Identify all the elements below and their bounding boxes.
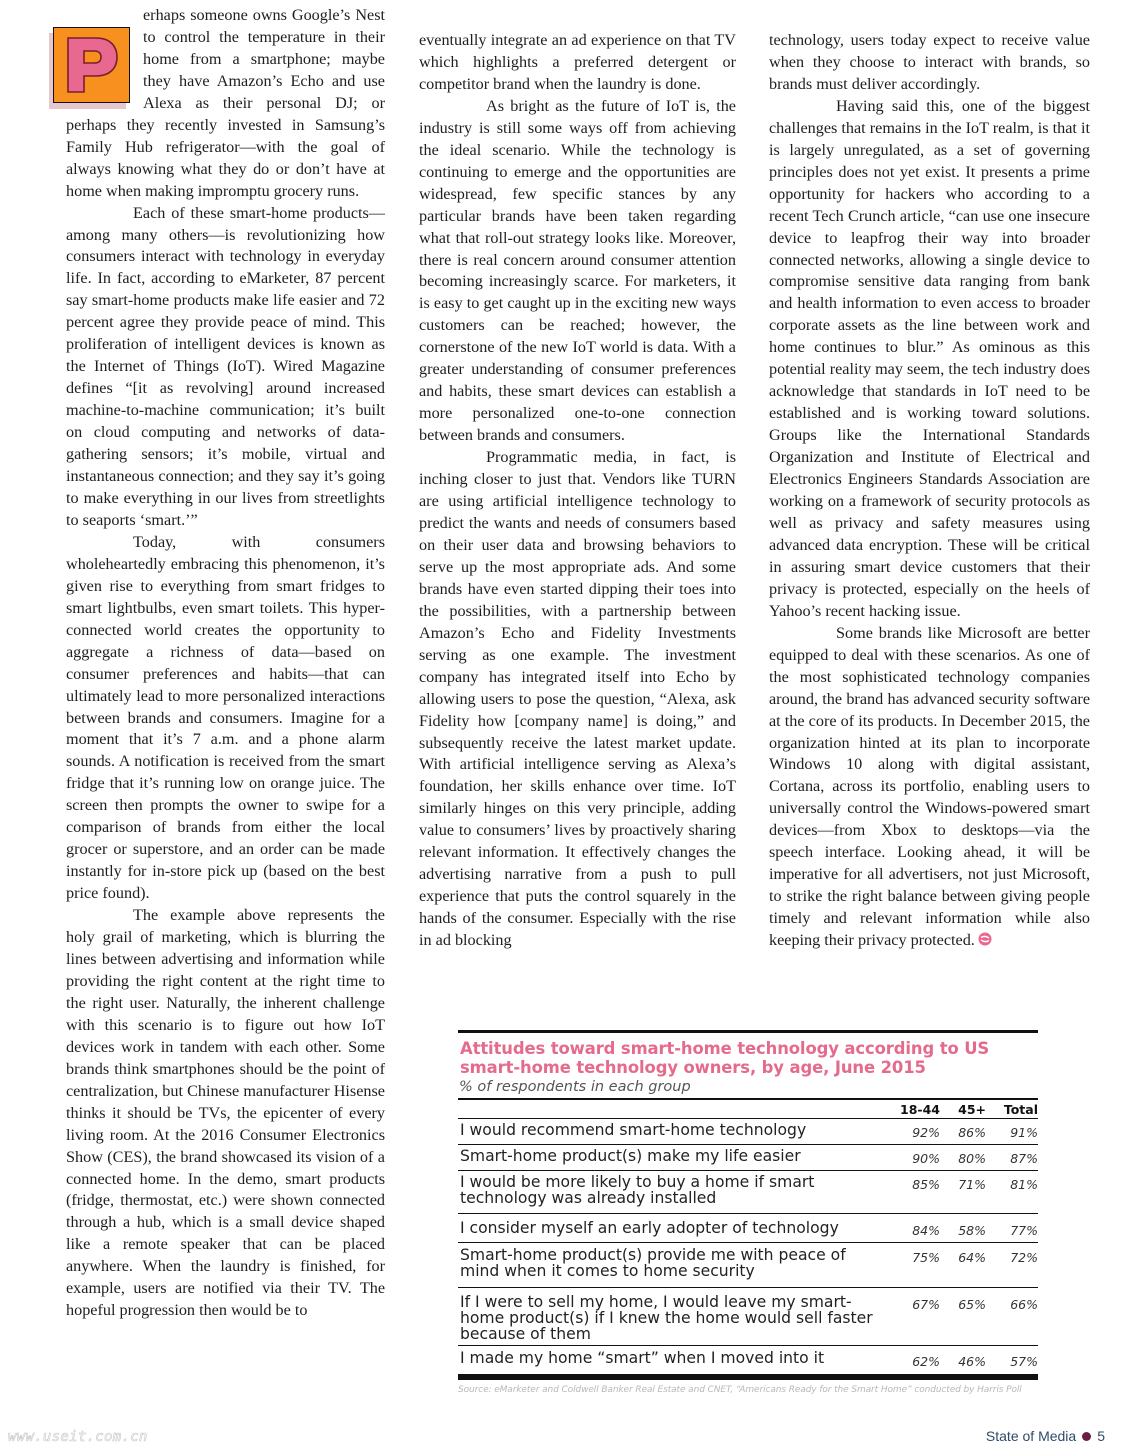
column-header-45-plus: 45+ — [940, 1100, 986, 1119]
column-header-18-44: 18-44 — [878, 1100, 940, 1119]
row-label: I would be more likely to buy a home if smart technology was already installed — [458, 1171, 878, 1214]
table-row — [458, 1243, 1038, 1288]
paragraph: erhaps someone owns Google’s Nest to control the temperature in their home from a smartphone; maybe they have Amazon’s Echo and use Alexa as their personal DJ; or perhaps they recently invested in Samsung’s Family Hub refrigerator—with the goal of always knowing what they do or don’t have at home when making impromptu grocery runs. — [66, 5, 385, 203]
data-table-figure — [458, 1030, 1038, 1395]
page-footer — [986, 1428, 1105, 1444]
cell-45-plus: 86% — [940, 1119, 986, 1145]
paragraph: As bright as the future of IoT is, the industry is still some ways off from achieving the ideal scenario. While the technology is continuing to emerge and the opportunities are widespread, few specific stances by any particular brands have been taken regarding what that roll-out strategy looks like. Moreover, there is real concern around consumer attention becoming increasingly scarce. For marketers, it is easy to get caught up in the exciting new ways customers can be reached; however, the cornerstone of the new IoT world is data. With a greater understanding of consumer preferences and habits, these smart devices can establish a more personalized one-to-one connection between brands and consumers. — [419, 96, 736, 445]
drop-cap — [53, 27, 135, 113]
table-row — [458, 1214, 1038, 1243]
drop-cap-letter-p-icon — [62, 34, 122, 96]
cell-18-44: 92% — [878, 1119, 940, 1145]
table-header-row — [458, 1100, 1038, 1119]
cell-18-44: 62% — [912, 1354, 940, 1369]
table-row — [458, 1119, 1038, 1145]
cell-total: 66% — [986, 1288, 1038, 1346]
row-label: Smart-home product(s) provide me with peace of mind when it comes to home security — [458, 1243, 878, 1288]
paragraph: eventually integrate an ad experience on that TV which highlights a preferred detergent or competitor brand when the laundry is done. — [419, 31, 736, 93]
cell-18-44: 67% — [878, 1288, 940, 1346]
paragraph: The example above represents the holy grail of marketing, which is blurring the lines between advertising and information while providing the right content at the right time to the right user. Naturally, the inherent challenge with this scenario is to figure out how IoT devices work in tandem with each other. Some brands think smartphones should be the point of centralization, but Chinese manufacturer Hisense thinks it should be TVs, the epicenter of every living room. At the 2016 Consumer Electronics Show (CES), the brand showcased its vision of a connected home. In the demo, smart products (fridge, thermostat, etc.) were shown connected through a hub, which is a small device shaped like a remote speaker that can be placed anywhere. When the laundry is finished, for example, users are notified via their TV. The hopeful progression then would be to — [66, 906, 385, 1320]
table-row — [458, 1145, 1038, 1171]
cell-45-plus: 71% — [940, 1171, 986, 1214]
article-column-1 — [66, 5, 385, 1322]
table-title: Attitudes toward smart-home technology according to US smart-home technology owners, by age, June 2015 — [460, 1039, 990, 1077]
cell-total: 57% — [1010, 1354, 1038, 1369]
table-source-note: Source: eMarketer and Coldwell Banker Real Estate and CNET, “Americans Ready for the Smart Home” conducted by Harris Poll — [458, 1385, 1022, 1395]
end-of-article-mark-icon — [978, 932, 992, 946]
cell-45-plus: 46% — [958, 1354, 986, 1369]
paragraph: Each of these smart-home products—among many others—is revolutionizing how consumers interact with technology in everyday life. In fact, according to eMarketer, 87 percent say smart-home products make life easier and 72 percent agree they provide peace of mind. This proliferation of intelligent devices is known as the Internet of Things (IoT). Wired Magazine defines “[it as revolving] around increased machine-to-machine communication; it’s built on cloud computing and networks of data-gathering sensors; it’s mobile, virtual and instantaneous connection; and they say it’s going to make everything in our lives from streetlights to seaports ‘smart.’” — [66, 203, 385, 529]
cell-total: 81% — [986, 1171, 1038, 1214]
cell-45-plus: 65% — [940, 1288, 986, 1346]
column-header — [458, 1100, 878, 1119]
row-label: If I were to sell my home, I would leave my smart-home product(s) if I knew the home would sell faster because of them — [458, 1288, 878, 1346]
cell-18-44: 85% — [878, 1171, 940, 1214]
table-subtitle: % of respondents in each group — [459, 1079, 691, 1095]
table-row — [458, 1346, 1038, 1374]
attitudes-table — [458, 1100, 1038, 1373]
row-label: I made my home “smart” when I moved into it — [460, 1349, 825, 1367]
cell-18-44: 84% — [878, 1214, 940, 1243]
paragraph: Having said this, one of the biggest challenges that remains in the IoT realm, is that it is largely unregulated, as a set of governing principles does not yet exist. It presents a prime opportunity for hackers who according to a recent Tech Crunch article, “can use one insecure device to leapfrog their way into broader connected networks, allowing a single device to compromise sensitive data ranging from bank and health information to even access to broader corporate assets as the line between work and home continues to blur.” As ominous as this potential reality may seem, the tech industry does acknowledge that standards in IoT need to be established and is working toward solutions. Groups like the International Standards Organization and Institute of Electrical and Electronics Engineers Standards Association are working on a framework of security protocols as well as privacy and safety measures using advanced data encryption. These will be critical in assuring smart device customers that their privacy is protected, especially on the heels of Yahoo’s recent hacking issue. — [769, 96, 1090, 620]
article-column-2 — [419, 30, 736, 952]
drop-cap-box — [53, 27, 130, 103]
cell-45-plus: 58% — [940, 1214, 986, 1243]
paragraph: Some brands like Microsoft are better equipped to deal with these scenarios. As one of the most sophisticated technology companies around, the brand has advanced security software at the core of its products. In December 2015, the organization hinted at its plan to incorporate Windows 10 along with digital assistant, Cortana, across its portfolio, enabling users to universally control the Windows-powered smart devices—from Xbox to desktops—via the speech interface. Looking ahead, it will be imperative for all advertisers, not just Microsoft, to strike the right balance between giving people timely and relevant information while also keeping their privacy protected. — [769, 623, 1090, 950]
article-column-3 — [769, 30, 1090, 952]
watermark: www.useit.com.cn — [8, 1429, 148, 1445]
paragraph: Programmatic media, in fact, is inching closer to just that. Vendors like TURN are using artificial intelligence technology to predict the wants and needs of consumers based on their user data and browsing behaviors to serve up the most appropriate ads. And some brands have even started dipping their toes into the possibilities, with a partnership between Amazon’s Echo and Fidelity Investments serving as one example. The investment company has integrated itself into Echo by allowing users to pose the question, “Alexa, ask Fidelity how [company name] is doing,” and subsequently receive the latest market update. With artificial intelligence serving as Alexa’s foundation, her skills enhance over time. IoT similarly hinges on this very principle, adding value to consumers’ lives by proactively sharing relevant information. It effectively changes the advertising narrative from a push to pull experience that puts the control squarely in the hands of the consumer. Especially with the rise in ad blocking — [419, 448, 736, 950]
cell-18-44: 75% — [878, 1243, 940, 1288]
cell-18-44: 90% — [878, 1145, 940, 1171]
paragraph: Today, with consumers wholeheartedly embracing this phenomenon, it’s given rise to everything from smart fridges to smart lightbulbs, even smart toilets. This hyper-connected world creates the opportunity to aggregate a richness of data—based on consumer preferences and habits—that can ultimately lead to more personalized interactions between brands and consumers. Imagine for a moment that it’s 7 a.m. and a phone alarm sounds. A notification is received from the smart fridge that it’s running low on orange juice. The screen then prompts the owner to swipe for a comparison of brands from either the local grocer or superstore, and an order can be made instantly for in-store pick up (based on the best price found). — [66, 532, 385, 903]
publication-name: State of Media — [985, 1428, 1077, 1444]
table-row — [458, 1171, 1038, 1214]
cell-45-plus: 64% — [940, 1243, 986, 1288]
cell-total: 77% — [986, 1214, 1038, 1243]
bullet-dot-icon — [1082, 1432, 1091, 1441]
paragraph: technology, users today expect to receive value when they choose to interact with brands, so brands must deliver accordingly. — [769, 31, 1090, 93]
table-row — [458, 1288, 1038, 1346]
row-label: I consider myself an early adopter of technology — [458, 1214, 878, 1243]
cell-total: 72% — [986, 1243, 1038, 1288]
column-header-total: Total — [986, 1100, 1038, 1119]
cell-45-plus: 80% — [940, 1145, 986, 1171]
row-label: Smart-home product(s) make my life easier — [458, 1145, 878, 1171]
page-number: 5 — [1097, 1428, 1105, 1444]
row-label: I would recommend smart-home technology — [458, 1119, 878, 1145]
cell-total: 87% — [986, 1145, 1038, 1171]
cell-total: 91% — [986, 1119, 1038, 1145]
